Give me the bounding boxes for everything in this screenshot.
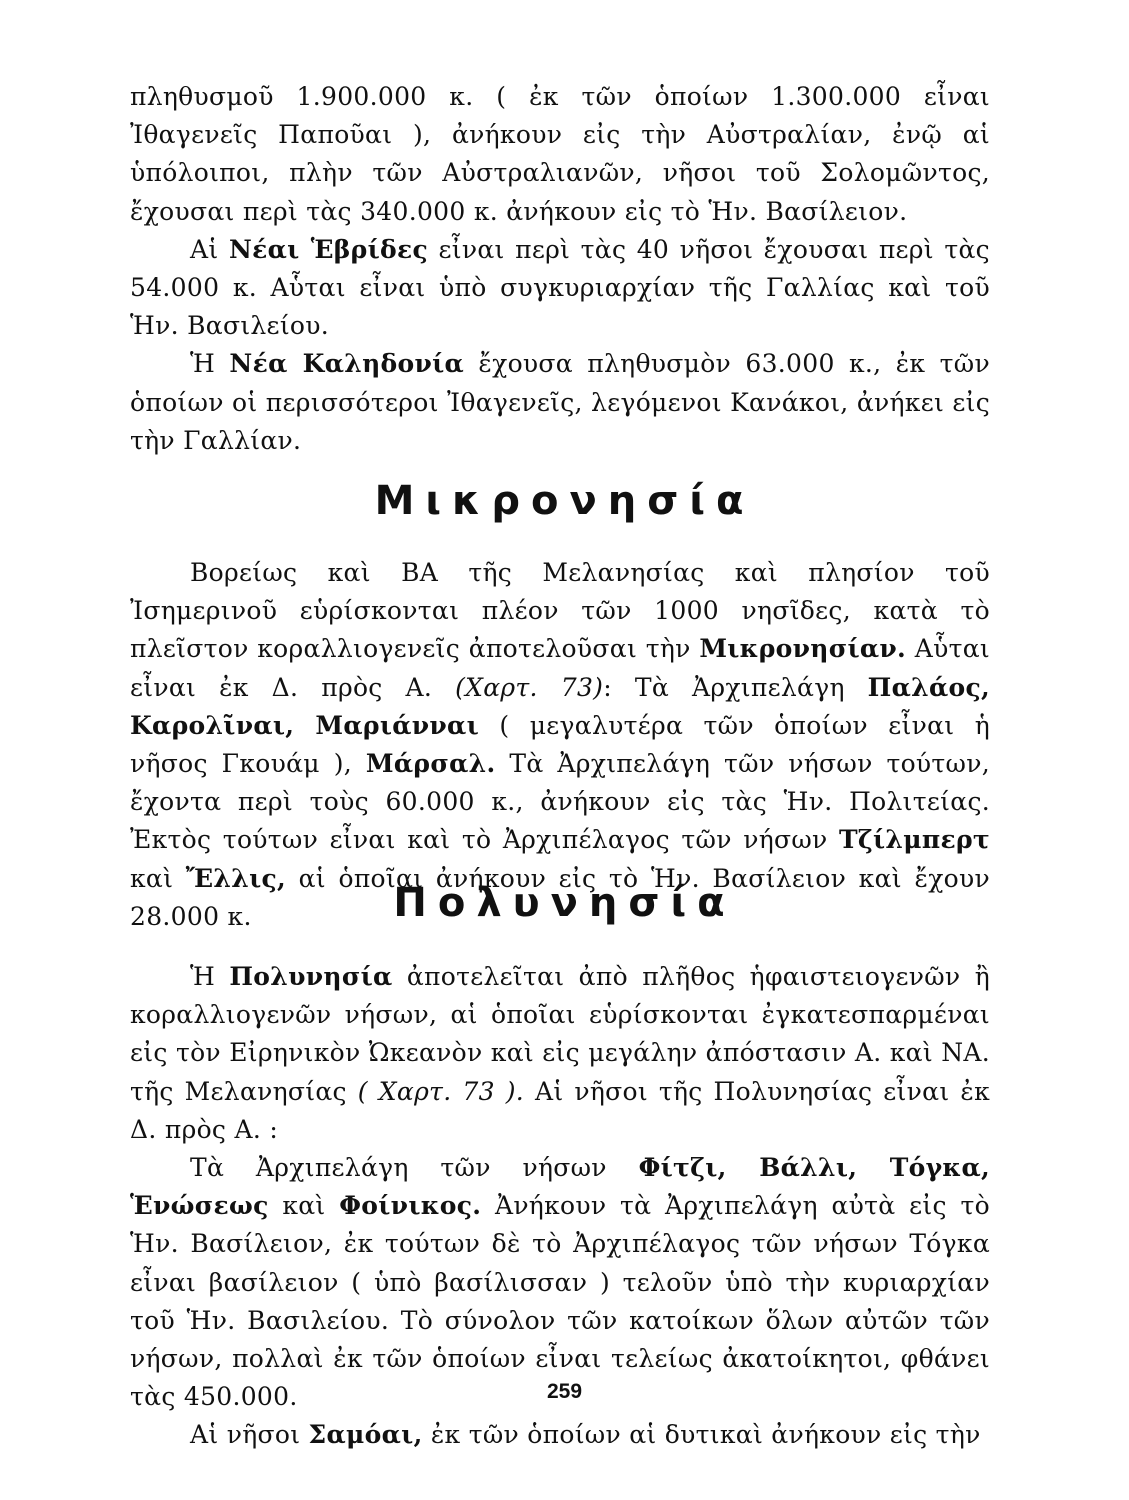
term-phoenix: Φοίνικος. (339, 1191, 482, 1221)
page-number: 259 (546, 1380, 583, 1403)
paragraph-archipelagos (130, 1149, 990, 1416)
text-run: Ἡ (190, 962, 230, 991)
text-run: εἶναι περὶ τὰς 40 νῆσοι ἔχουσαι περὶ τὰς 54.000 κ. Αὗται εἶναι ὑπὸ συγκυριαρχίαν τῆς Γαλλίας καὶ τοῦ Ἡν. Βασιλείου. (130, 234, 990, 341)
term-marshall: Μάρσαλ. (365, 749, 496, 779)
heading-micronesia: Μικρονησία (374, 478, 755, 524)
term-polynesia: Πολυνησία (229, 962, 393, 991)
text-run: ἔχουσα πληθυσμὸν 63.000 κ., ἐκ τῶν ὁποίων οἱ περισσότεροι Ἰθαγενεῖς, λεγόμενοι Κανάκοι, ἀνήκει εἰς τὴν Γαλλίαν. (130, 349, 990, 455)
paragraph-samoa (130, 1416, 990, 1454)
heading-polynesia: Πολυνησία (393, 880, 736, 926)
text-run: Τὰ Ἀρχιπελάγη τῶν νήσων (190, 1153, 639, 1183)
text-run: Αἱ (190, 234, 229, 264)
text-run: : Τὰ Ἀρχιπελάγη (603, 672, 868, 702)
text-run: αἱ ὁποῖαι ἀνήκουν εἰς τὸ Ἡν. Βασίλειον καὶ ἔχουν 28.000 κ. (130, 863, 990, 931)
text-run: καὶ (130, 863, 186, 893)
paragraph-text: πληθυσμοῦ 1.900.000 κ. ( ἐκ τῶν ὁποίων 1.300.000 εἶναι Ἰθαγενεῖς Παποῦαι ), ἀνήκουν εἰς τὴν Αὐστραλίαν, ἐνῷ αἱ ὑπόλοιποι, πλὴν τῶν Αὐστραλιανῶν, νῆσοι τοῦ Σολομῶντος, ἔχουσαι περὶ τὰς 340.000 κ. ἀνήκουν εἰς τὸ Ἡν. Βασίλειον. (130, 82, 990, 226)
term-samoa: Σαμόαι, (308, 1420, 423, 1450)
term-gilbert: Τζίλμπερτ (839, 825, 990, 855)
term-palau-carolines-marianas: Παλάος, Καρολῖναι, Μαριάνναι (130, 672, 990, 740)
paragraph-polynesia (130, 958, 990, 1149)
melanesia-text (130, 78, 990, 460)
text-run: Βορείως καὶ ΒΑ τῆς Μελανησίας καὶ πλησίον τοῦ Ἰσημερινοῦ εὑρίσκονται πλέον τῶν 1000 νησῖδες, κατὰ τὸ πλεῖστον κοραλλιογενεῖς ἀποτελοῦσαι τὴν (130, 558, 990, 664)
paragraph-population (130, 78, 990, 231)
text-run: Τὰ Ἀρχιπελάγη τῶν νήσων τούτων, ἔχοντα περὶ τοὺς 60.000 κ., ἀνήκουν εἰς τὰς Ἡν. Πολιτείας. Ἐκτὸς τούτων εἶναι καὶ τὸ Ἀρχιπέλαγος τῶν νήσων (130, 749, 990, 855)
text-run: καὶ (268, 1191, 340, 1221)
paragraph-new-caledonia (130, 345, 990, 460)
term-new-hebrides: Νέαι Ἑβρίδες (228, 234, 428, 264)
text-run: Ἀνήκουν τὰ Ἀρχιπελάγη αὐτὰ εἰς τὸ Ἡν. Βασίλειον, ἐκ τούτων δὲ τὸ Ἀρχιπέλαγος τῶν νήσων Τόγκα εἶναι βασίλειον ( ὑπὸ βασίλισσαν ) τελοῦν ὑπὸ τὴν κυριαρχίαν τοῦ Ἡν. Βασιλείου. Τὸ σύνολον τῶν κατοίκων ὅλων αὐτῶν τῶν νήσων, πολλαὶ ἐκ τῶν ὁποίων εἶναι τελείως ἀκατοίκητοι, φθάνει τὰς 450.000. (130, 1191, 991, 1412)
term-micronesia: Μικρονησίαν. (699, 634, 907, 664)
term-new-caledonia: Νέα Καληδονία (229, 349, 465, 379)
map-reference: (Χαρτ. 73) (455, 672, 604, 702)
text-run: Αἱ νῆσοι τῆς Πολυνησίας εἶναι ἐκ Δ. πρὸς Α. : (130, 1076, 990, 1144)
micronesia-text (130, 554, 990, 936)
text-run: ἀποτελεῖται ἀπὸ πλῆθος ἡφαιστειογενῶν ἢ κοραλλιογενῶν νήσων, αἱ ὁποῖαι εὑρίσκονται ἐγκατεσπαρμέναι εἰς τὸν Εἰρηνικὸν Ὠκεανὸν καὶ εἰς μεγάλην ἀπόστασιν Α. καὶ ΝΑ. τῆς Μελανησίας (130, 962, 990, 1106)
text-run: Ἡ (190, 349, 230, 379)
term-fiji-wallis-tonga-union: Φίτζι, Βάλλι, Τόγκα, Ἑνώσεως (130, 1153, 991, 1221)
text-run: ( μεγαλυτέρα τῶν ὁποίων εἶναι ἡ νῆσος Γκουάμ ), (130, 710, 990, 779)
paragraph-micronesia (130, 554, 990, 936)
text-run: Αὗται εἶναι ἐκ Δ. πρὸς Α. (130, 634, 991, 702)
text-run: Αἱ νῆσοι (190, 1420, 309, 1450)
paragraph-new-hebrides (130, 231, 990, 346)
map-reference: ( Χαρτ. 73 ). (357, 1076, 525, 1106)
term-ellice: Ἔλλις, (185, 863, 287, 893)
text-run: ἐκ τῶν ὁποίων αἱ δυτικαὶ ἀνήκουν εἰς τὴν (422, 1420, 981, 1450)
